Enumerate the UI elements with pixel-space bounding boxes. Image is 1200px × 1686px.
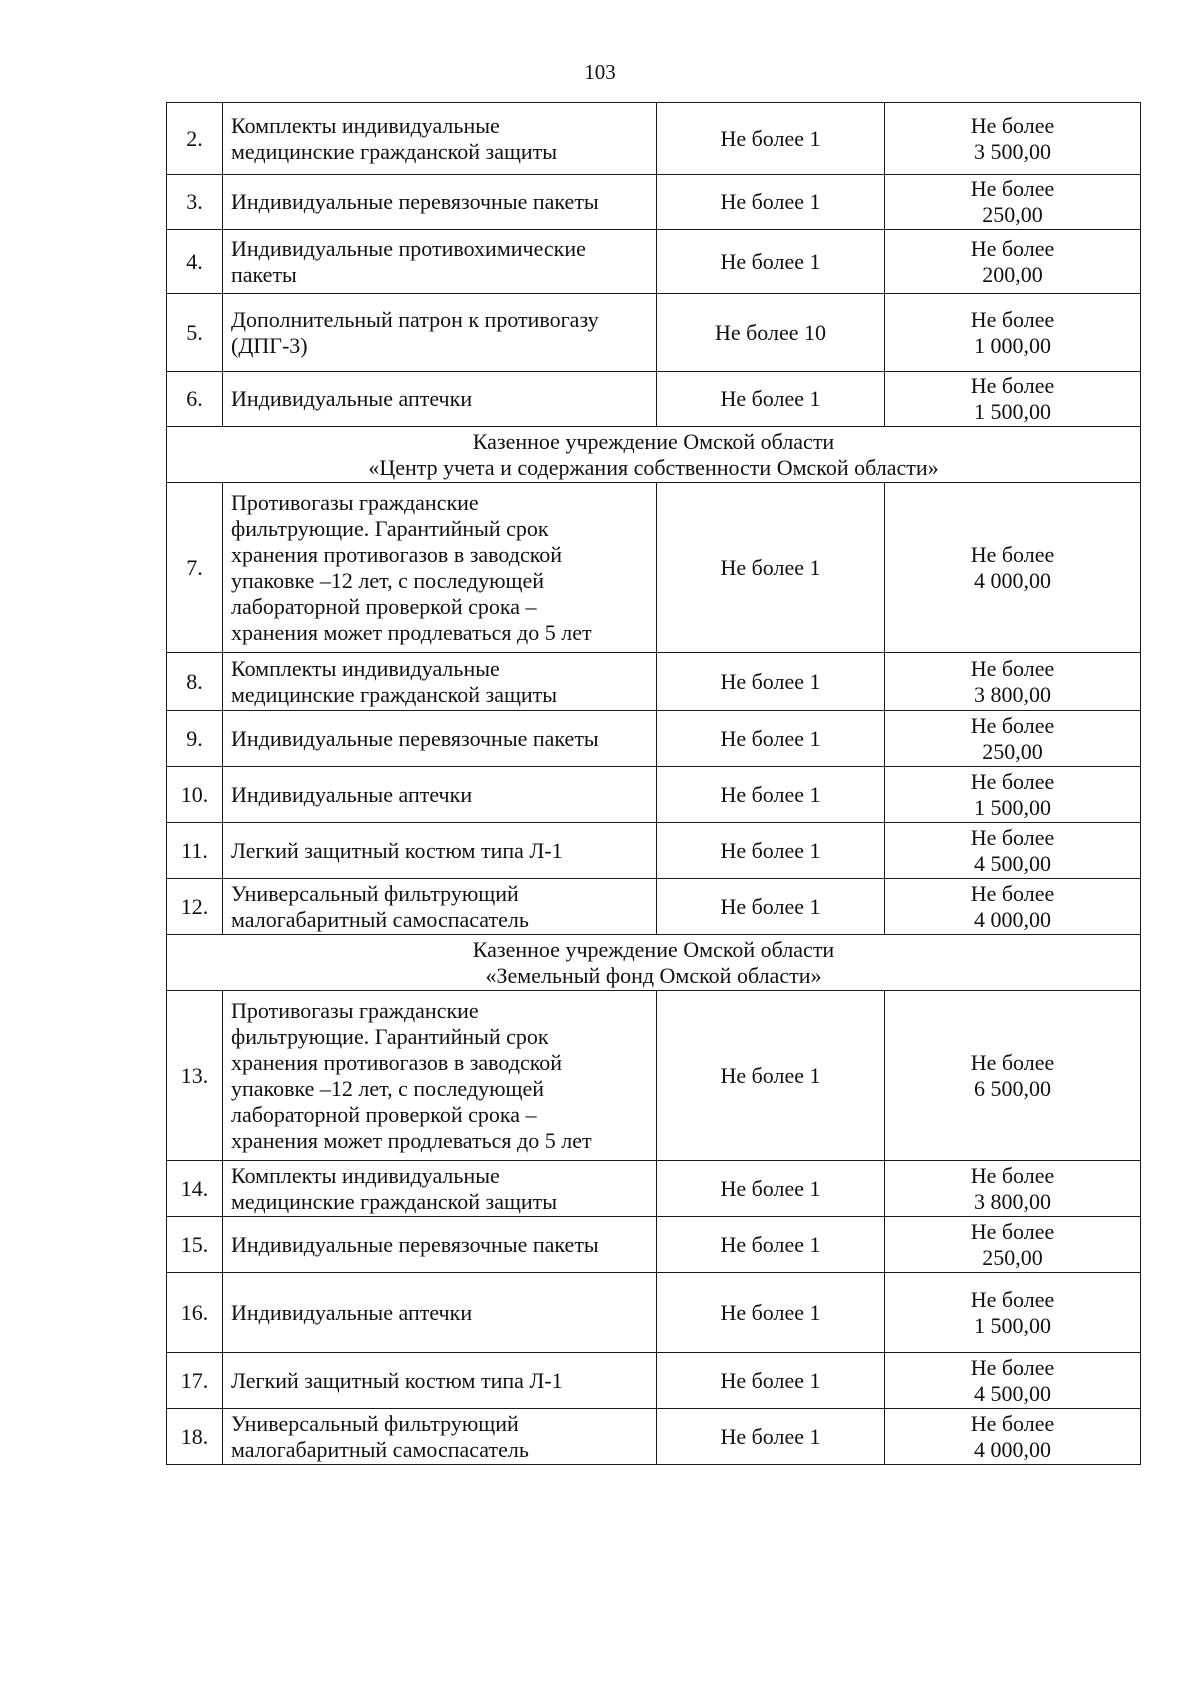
- item-name-line: Противогазы гражданские: [231, 997, 479, 1023]
- item-price: [885, 230, 1141, 294]
- item-price-line: 250,00: [982, 738, 1043, 764]
- item-name-line: Легкий защитный костюм типа Л-1: [231, 837, 563, 863]
- row-number: 6.: [167, 372, 223, 427]
- section-title: [167, 935, 1141, 991]
- item-name-line: упаковке –12 лет, с последующей: [231, 1075, 545, 1101]
- item-name-line: Комплекты индивидуальные: [231, 1162, 500, 1188]
- item-name: [223, 1409, 657, 1465]
- item-name-line: Универсальный фильтрующий: [231, 880, 519, 906]
- item-name: [223, 1161, 657, 1217]
- row-number: 13.: [167, 991, 223, 1161]
- item-name: [223, 1353, 657, 1409]
- row-number: 10.: [167, 767, 223, 823]
- item-price-line: Не более: [970, 235, 1055, 261]
- item-price-line: 1 500,00: [974, 794, 1051, 820]
- item-name-line: Дополнительный патрон к противогазу: [231, 306, 599, 332]
- item-price-line: Не более: [970, 712, 1055, 738]
- item-quantity: Не более 1: [657, 1273, 885, 1353]
- item-price: [885, 823, 1141, 879]
- item-price: [885, 653, 1141, 711]
- item-price-line: Не более: [970, 112, 1055, 138]
- item-price-line: 4 000,00: [974, 906, 1051, 932]
- item-name-line: медицинские гражданской защиты: [231, 681, 558, 707]
- table-row: [167, 1161, 1141, 1217]
- table-row: [167, 483, 1141, 653]
- item-name-line: медицинские гражданской защиты: [231, 138, 558, 164]
- item-price-line: 4 000,00: [974, 567, 1051, 593]
- item-name-line: пакеты: [231, 261, 297, 287]
- page-number: 103: [584, 60, 616, 84]
- item-quantity: Не более 1: [657, 230, 885, 294]
- item-price: [885, 1353, 1141, 1409]
- item-name: [223, 372, 657, 427]
- item-price-line: Не более: [970, 1162, 1055, 1188]
- table-row: [167, 711, 1141, 767]
- item-quantity: Не более 1: [657, 1161, 885, 1217]
- item-quantity: Не более 1: [657, 483, 885, 653]
- item-price: [885, 294, 1141, 372]
- section-title-line: Казенное учреждение Омской области: [472, 428, 835, 454]
- item-price: [885, 175, 1141, 230]
- item-name-line: фильтрующие. Гарантийный срок: [231, 1023, 549, 1049]
- item-name-line: лабораторной проверкой срока –: [231, 1101, 537, 1127]
- section-title: [167, 427, 1141, 483]
- item-price-line: Не более: [970, 655, 1055, 681]
- item-name: [223, 767, 657, 823]
- table-row: [167, 103, 1141, 175]
- item-price: [885, 1161, 1141, 1217]
- table-row: [167, 1409, 1141, 1465]
- item-price: [885, 879, 1141, 935]
- item-name: [223, 879, 657, 935]
- item-name: [223, 653, 657, 711]
- item-quantity: Не более 1: [657, 879, 885, 935]
- table-row: [167, 175, 1141, 230]
- item-name: [223, 103, 657, 175]
- table-row: [167, 1353, 1141, 1409]
- item-name-line: хранения противогазов в заводской: [231, 1049, 563, 1075]
- row-number: 15.: [167, 1217, 223, 1273]
- table-row: [167, 653, 1141, 711]
- item-price-line: Не более: [970, 768, 1055, 794]
- row-number: 11.: [167, 823, 223, 879]
- item-price-line: Не более: [970, 1218, 1055, 1244]
- item-name-line: медицинские гражданской защиты: [231, 1188, 558, 1214]
- item-price-line: Не более: [970, 824, 1055, 850]
- row-number: 16.: [167, 1273, 223, 1353]
- item-price-line: 6 500,00: [974, 1075, 1051, 1101]
- row-number: 18.: [167, 1409, 223, 1465]
- item-price-line: Не более: [970, 1410, 1055, 1436]
- item-price-line: Не более: [970, 176, 1055, 201]
- item-price: [885, 1273, 1141, 1353]
- item-price: [885, 991, 1141, 1161]
- section-title-line: «Земельный фонд Омской области»: [485, 962, 822, 988]
- item-quantity: Не более 1: [657, 653, 885, 711]
- row-number: 17.: [167, 1353, 223, 1409]
- item-name-line: лабораторной проверкой срока –: [231, 593, 537, 619]
- item-name-line: малогабаритный самоспасатель: [231, 906, 529, 932]
- row-number: 3.: [167, 175, 223, 230]
- item-name-line: Индивидуальные аптечки: [231, 386, 473, 411]
- item-quantity: Не более 10: [657, 294, 885, 372]
- item-name-line: Индивидуальные перевязочные пакеты: [231, 1231, 599, 1257]
- item-quantity: Не более 1: [657, 1409, 885, 1465]
- item-name-line: Индивидуальные перевязочные пакеты: [231, 725, 599, 751]
- table-row: [167, 230, 1141, 294]
- item-price: [885, 1409, 1141, 1465]
- table-row: [167, 372, 1141, 427]
- item-quantity: Не более 1: [657, 991, 885, 1161]
- item-price-line: 4 500,00: [974, 1380, 1051, 1406]
- item-quantity: Не более 1: [657, 711, 885, 767]
- item-price: [885, 711, 1141, 767]
- item-quantity: Не более 1: [657, 823, 885, 879]
- item-quantity: Не более 1: [657, 103, 885, 175]
- item-price-line: Не более: [970, 1286, 1055, 1312]
- row-number: 8.: [167, 653, 223, 711]
- table-row: [167, 1217, 1141, 1273]
- procurement-table: [166, 102, 1141, 1465]
- item-price-line: Не более: [970, 306, 1055, 332]
- row-number: 14.: [167, 1161, 223, 1217]
- item-price-line: Не более: [970, 373, 1055, 398]
- table-row: [167, 823, 1141, 879]
- section-header-row: [167, 935, 1141, 991]
- item-price-line: 250,00: [982, 1244, 1043, 1270]
- row-number: 2.: [167, 103, 223, 175]
- section-title-line: Казенное учреждение Омской области: [472, 936, 835, 962]
- item-name-line: хранения может продлеваться до 5 лет: [231, 619, 592, 645]
- item-name-line: упаковке –12 лет, с последующей: [231, 567, 545, 593]
- table-row: [167, 1273, 1141, 1353]
- item-price-line: 4 000,00: [974, 1436, 1051, 1462]
- table-row: [167, 991, 1141, 1161]
- item-name: [223, 230, 657, 294]
- item-name: [223, 483, 657, 653]
- table-row: [167, 879, 1141, 935]
- item-name-line: Индивидуальные аптечки: [231, 781, 473, 807]
- item-name: [223, 991, 657, 1161]
- row-number: 9.: [167, 711, 223, 767]
- item-name: [223, 823, 657, 879]
- item-name: [223, 711, 657, 767]
- item-price-line: 250,00: [982, 202, 1043, 227]
- item-name-line: Легкий защитный костюм типа Л-1: [231, 1367, 563, 1393]
- item-name-line: Индивидуальные противохимические: [231, 235, 586, 261]
- section-header-row: [167, 427, 1141, 483]
- item-price: [885, 1217, 1141, 1273]
- item-quantity: Не более 1: [657, 1217, 885, 1273]
- item-name-line: Комплекты индивидуальные: [231, 655, 500, 681]
- item-quantity: Не более 1: [657, 372, 885, 427]
- item-price-line: Не более: [970, 880, 1055, 906]
- item-price-line: 3 800,00: [974, 681, 1051, 707]
- item-quantity: Не более 1: [657, 175, 885, 230]
- item-name-line: Индивидуальные перевязочные пакеты: [231, 189, 599, 214]
- table-row: [167, 294, 1141, 372]
- row-number: 5.: [167, 294, 223, 372]
- item-price: [885, 103, 1141, 175]
- item-price: [885, 372, 1141, 427]
- item-name-line: Комплекты индивидуальные: [231, 112, 500, 138]
- item-price-line: Не более: [970, 541, 1055, 567]
- table-row: [167, 767, 1141, 823]
- item-price-line: 200,00: [982, 261, 1043, 287]
- row-number: 4.: [167, 230, 223, 294]
- row-number: 7.: [167, 483, 223, 653]
- item-price-line: Не более: [970, 1354, 1055, 1380]
- item-price-line: Не более: [970, 1049, 1055, 1075]
- item-price-line: 3 500,00: [974, 138, 1051, 164]
- row-number: 12.: [167, 879, 223, 935]
- item-price-line: 1 500,00: [974, 399, 1051, 424]
- section-title-line: «Центр учета и содержания собственности Омской области»: [368, 454, 939, 480]
- item-price-line: 1 500,00: [974, 1312, 1051, 1338]
- item-name: [223, 294, 657, 372]
- item-name-line: хранения противогазов в заводской: [231, 541, 563, 567]
- item-price-line: 4 500,00: [974, 850, 1051, 876]
- table-body: [167, 103, 1141, 1465]
- item-name-line: Противогазы гражданские: [231, 489, 479, 515]
- item-name-line: малогабаритный самоспасатель: [231, 1436, 529, 1462]
- item-name-line: (ДПГ-3): [231, 332, 308, 358]
- item-name-line: Индивидуальные аптечки: [231, 1299, 473, 1325]
- item-price: [885, 483, 1141, 653]
- item-name-line: хранения может продлеваться до 5 лет: [231, 1127, 592, 1153]
- item-price-line: 3 800,00: [974, 1188, 1051, 1214]
- item-quantity: Не более 1: [657, 1353, 885, 1409]
- item-name-line: Универсальный фильтрующий: [231, 1410, 519, 1436]
- item-name-line: фильтрующие. Гарантийный срок: [231, 515, 549, 541]
- item-quantity: Не более 1: [657, 767, 885, 823]
- item-name: [223, 1217, 657, 1273]
- item-name: [223, 175, 657, 230]
- item-name: [223, 1273, 657, 1353]
- item-price: [885, 767, 1141, 823]
- item-price-line: 1 000,00: [974, 332, 1051, 358]
